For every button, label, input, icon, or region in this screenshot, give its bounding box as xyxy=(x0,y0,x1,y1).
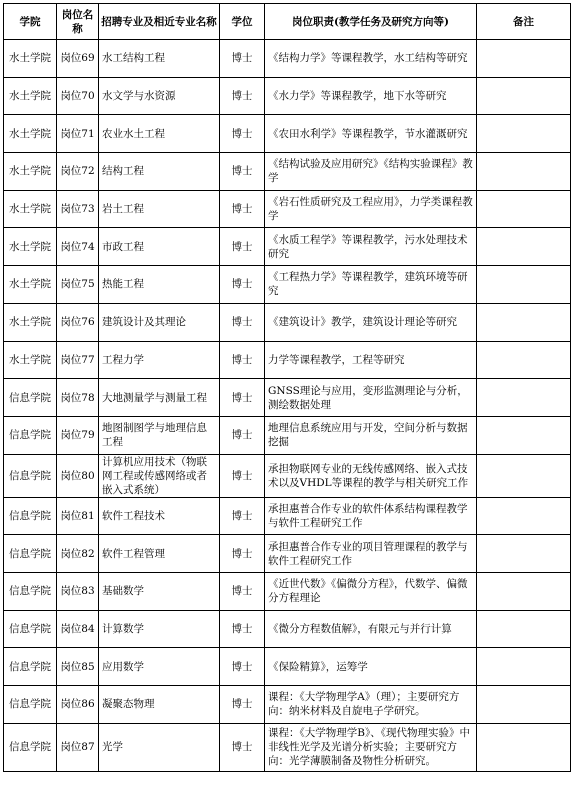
college-cell: 水土学院 xyxy=(4,115,57,153)
recruitment-table xyxy=(3,3,571,772)
college-cell: 水土学院 xyxy=(4,341,57,379)
table-row xyxy=(4,228,571,266)
duty-cell: 课程：《大学物理学B》、《现代物理实验》中非线性光学及光谱分析实验；主要研究方向：光学薄膜制备及物性分析研究。 xyxy=(265,723,477,771)
college-cell: 水土学院 xyxy=(4,77,57,115)
header-post: 岗位名称 xyxy=(57,4,99,40)
post-cell: 岗位70 xyxy=(57,77,99,115)
degree-cell: 博士 xyxy=(220,572,265,610)
duty-cell: 《近世代数》《偏微分方程》，代数学、偏微分方程理论 xyxy=(265,572,477,610)
post-cell: 岗位71 xyxy=(57,115,99,153)
college-cell: 信息学院 xyxy=(4,572,57,610)
header-note: 备注 xyxy=(477,4,571,40)
post-cell: 岗位82 xyxy=(57,535,99,573)
college-cell: 水土学院 xyxy=(4,303,57,341)
post-cell: 岗位79 xyxy=(57,416,99,454)
major-cell: 水工结构工程 xyxy=(99,40,220,78)
table-row xyxy=(4,190,571,228)
duty-cell: 《结构力学》等课程教学，水工结构等研究 xyxy=(265,40,477,78)
note-cell xyxy=(477,153,571,191)
degree-cell: 博士 xyxy=(220,379,265,417)
note-cell xyxy=(477,190,571,228)
duty-cell: 承担惠普合作专业的软件体系结构课程教学与软件工程研究工作 xyxy=(265,497,477,535)
note-cell xyxy=(477,686,571,724)
duty-cell: 课程：《大学物理学A》（理）；主要研究方向：纳米材料及自旋电子学研究。 xyxy=(265,686,477,724)
header-college: 学院 xyxy=(4,4,57,40)
post-cell: 岗位84 xyxy=(57,610,99,648)
major-cell: 岩土工程 xyxy=(99,190,220,228)
degree-cell: 博士 xyxy=(220,416,265,454)
college-cell: 信息学院 xyxy=(4,723,57,771)
note-cell xyxy=(477,535,571,573)
college-cell: 水土学院 xyxy=(4,153,57,191)
degree-cell: 博士 xyxy=(220,610,265,648)
major-cell: 计算数学 xyxy=(99,610,220,648)
post-cell: 岗位69 xyxy=(57,40,99,78)
duty-cell: 《岩石性质研究及工程应用》，力学类课程教学 xyxy=(265,190,477,228)
college-cell: 信息学院 xyxy=(4,454,57,497)
duty-cell: 《建筑设计》教学，建筑设计理论等研究 xyxy=(265,303,477,341)
college-cell: 水土学院 xyxy=(4,266,57,304)
major-cell: 结构工程 xyxy=(99,153,220,191)
duty-cell: 力学等课程教学，工程等研究 xyxy=(265,341,477,379)
degree-cell: 博士 xyxy=(220,266,265,304)
major-cell: 市政工程 xyxy=(99,228,220,266)
duty-cell: 《农田水利学》等课程教学，节水灌溉研究 xyxy=(265,115,477,153)
degree-cell: 博士 xyxy=(220,190,265,228)
degree-cell: 博士 xyxy=(220,77,265,115)
college-cell: 水土学院 xyxy=(4,190,57,228)
duty-cell: 《水质工程学》等课程教学，污水处理技术研究 xyxy=(265,228,477,266)
degree-cell: 博士 xyxy=(220,40,265,78)
major-cell: 光学 xyxy=(99,723,220,771)
header-degree: 学位 xyxy=(220,4,265,40)
table-row xyxy=(4,303,571,341)
college-cell: 水土学院 xyxy=(4,40,57,78)
degree-cell: 博士 xyxy=(220,686,265,724)
degree-cell: 博士 xyxy=(220,303,265,341)
post-cell: 岗位73 xyxy=(57,190,99,228)
note-cell xyxy=(477,723,571,771)
table-row xyxy=(4,266,571,304)
note-cell xyxy=(477,228,571,266)
degree-cell: 博士 xyxy=(220,341,265,379)
post-cell: 岗位74 xyxy=(57,228,99,266)
table-row xyxy=(4,153,571,191)
duty-cell: 承担惠普合作专业的项目管理课程的教学与软件工程研究工作 xyxy=(265,535,477,573)
header-major: 招聘专业及相近专业名称 xyxy=(99,4,220,40)
header-duty: 岗位职责(教学任务及研究方向等) xyxy=(265,4,477,40)
header-row xyxy=(4,4,571,40)
table-row xyxy=(4,535,571,573)
note-cell xyxy=(477,572,571,610)
post-cell: 岗位86 xyxy=(57,686,99,724)
college-cell: 信息学院 xyxy=(4,416,57,454)
table-row xyxy=(4,686,571,724)
note-cell xyxy=(477,648,571,686)
degree-cell: 博士 xyxy=(220,648,265,686)
post-cell: 岗位78 xyxy=(57,379,99,417)
note-cell xyxy=(477,77,571,115)
college-cell: 信息学院 xyxy=(4,610,57,648)
duty-cell: 地理信息系统应用与开发，空间分析与数据挖掘 xyxy=(265,416,477,454)
college-cell: 信息学院 xyxy=(4,379,57,417)
table-row xyxy=(4,416,571,454)
note-cell xyxy=(477,497,571,535)
major-cell: 凝聚态物理 xyxy=(99,686,220,724)
college-cell: 信息学院 xyxy=(4,648,57,686)
table-row xyxy=(4,115,571,153)
duty-cell: 承担物联网专业的无线传感网络、嵌入式技术以及VHDL等课程的教学与相关研究工作 xyxy=(265,454,477,497)
major-cell: 工程力学 xyxy=(99,341,220,379)
major-cell: 应用数学 xyxy=(99,648,220,686)
table-row xyxy=(4,572,571,610)
note-cell xyxy=(477,416,571,454)
note-cell xyxy=(477,454,571,497)
college-cell: 信息学院 xyxy=(4,497,57,535)
major-cell: 基础数学 xyxy=(99,572,220,610)
college-cell: 信息学院 xyxy=(4,535,57,573)
college-cell: 水土学院 xyxy=(4,228,57,266)
degree-cell: 博士 xyxy=(220,454,265,497)
note-cell xyxy=(477,115,571,153)
table-row xyxy=(4,454,571,497)
degree-cell: 博士 xyxy=(220,153,265,191)
post-cell: 岗位75 xyxy=(57,266,99,304)
note-cell xyxy=(477,303,571,341)
post-cell: 岗位76 xyxy=(57,303,99,341)
major-cell: 大地测量学与测量工程 xyxy=(99,379,220,417)
post-cell: 岗位83 xyxy=(57,572,99,610)
duty-cell: 《微分方程数值解》，有限元与并行计算 xyxy=(265,610,477,648)
note-cell xyxy=(477,610,571,648)
major-cell: 软件工程技术 xyxy=(99,497,220,535)
table-row xyxy=(4,648,571,686)
degree-cell: 博士 xyxy=(220,723,265,771)
table-row xyxy=(4,341,571,379)
post-cell: 岗位72 xyxy=(57,153,99,191)
major-cell: 软件工程管理 xyxy=(99,535,220,573)
duty-cell: GNSS理论与应用，变形监测理论与分析，测绘数据处理 xyxy=(265,379,477,417)
duty-cell: 《工程热力学》等课程教学，建筑环境等研究 xyxy=(265,266,477,304)
post-cell: 岗位85 xyxy=(57,648,99,686)
duty-cell: 《结构试验及应用研究》《结构实验课程》教学 xyxy=(265,153,477,191)
major-cell: 地图制图学与地理信息工程 xyxy=(99,416,220,454)
duty-cell: 《保险精算》，运筹学 xyxy=(265,648,477,686)
note-cell xyxy=(477,341,571,379)
post-cell: 岗位80 xyxy=(57,454,99,497)
college-cell: 信息学院 xyxy=(4,686,57,724)
degree-cell: 博士 xyxy=(220,228,265,266)
major-cell: 计算机应用技术（物联网工程或传感网络或者嵌入式系统） xyxy=(99,454,220,497)
note-cell xyxy=(477,379,571,417)
major-cell: 热能工程 xyxy=(99,266,220,304)
table-row xyxy=(4,379,571,417)
note-cell xyxy=(477,40,571,78)
duty-cell: 《水力学》等课程教学，地下水等研究 xyxy=(265,77,477,115)
post-cell: 岗位87 xyxy=(57,723,99,771)
table-row xyxy=(4,77,571,115)
major-cell: 农业水土工程 xyxy=(99,115,220,153)
table-row xyxy=(4,723,571,771)
major-cell: 水文学与水资源 xyxy=(99,77,220,115)
table-row xyxy=(4,610,571,648)
degree-cell: 博士 xyxy=(220,115,265,153)
degree-cell: 博士 xyxy=(220,497,265,535)
degree-cell: 博士 xyxy=(220,535,265,573)
note-cell xyxy=(477,266,571,304)
major-cell: 建筑设计及其理论 xyxy=(99,303,220,341)
post-cell: 岗位81 xyxy=(57,497,99,535)
table-row xyxy=(4,40,571,78)
table-row xyxy=(4,497,571,535)
post-cell: 岗位77 xyxy=(57,341,99,379)
